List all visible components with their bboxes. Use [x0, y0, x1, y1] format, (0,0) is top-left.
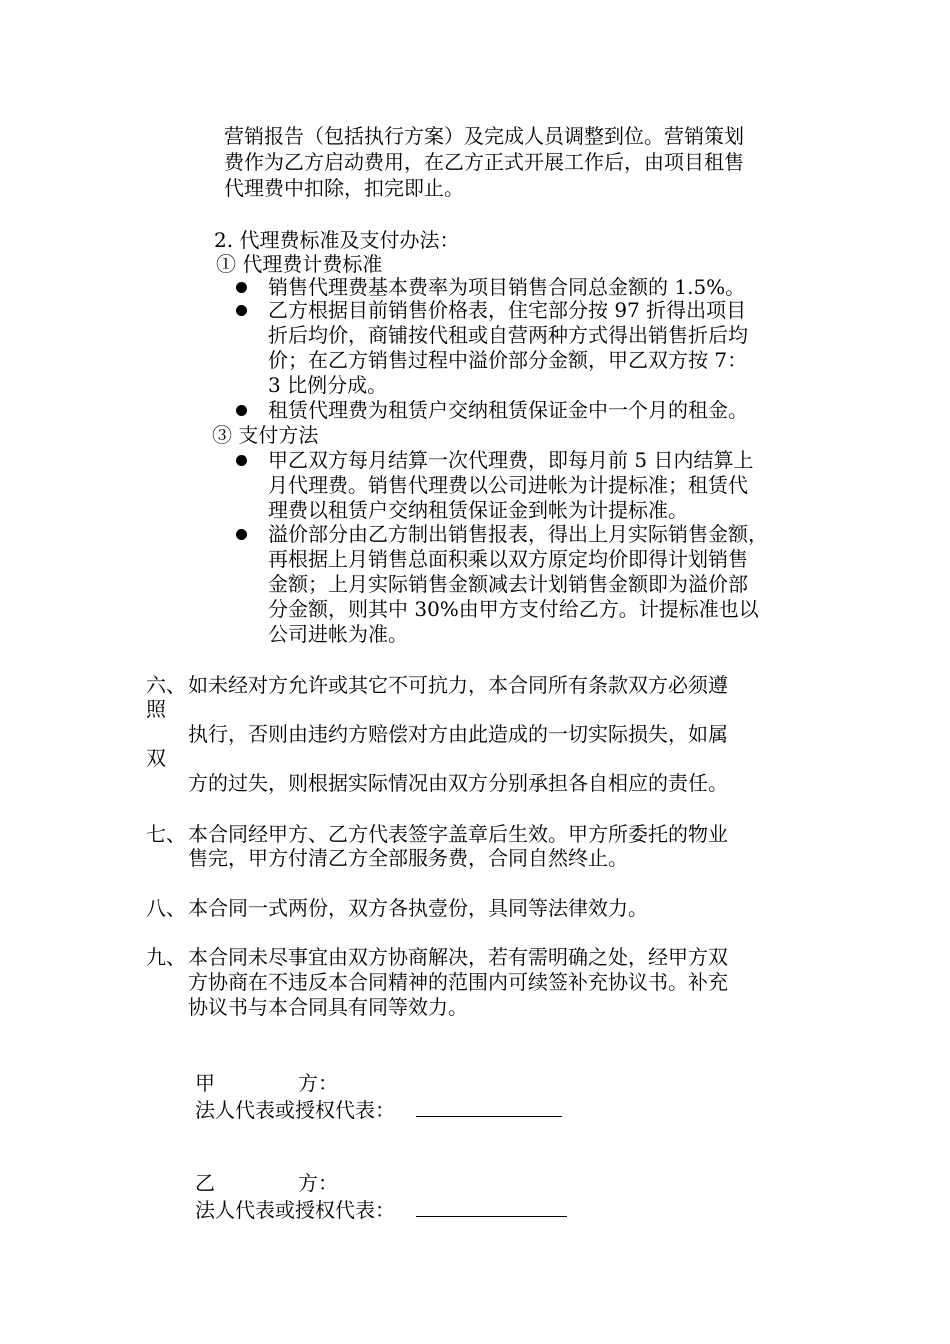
section-9-line: 本合同未尽事宜由双方协商解决，若有需明确之处，经甲方双 — [188, 945, 728, 969]
bullet-line: 月代理费。销售代理费以公司进帐为计提标准；租赁代 — [268, 473, 748, 497]
section-6-line: 执行，否则由违约方赔偿对方由此造成的一切实际损失，如属 — [188, 722, 728, 746]
party-b-label-char2: 方： — [298, 1171, 338, 1195]
bullet-line: 3 比例分成。 — [268, 373, 388, 397]
bullet-line: 折后均价，商铺按代租或自营两种方式得出销售折后均 — [268, 323, 748, 347]
party-b-label-char1: 乙 — [195, 1171, 215, 1195]
party-a-label-char1: 甲 — [195, 1071, 215, 1095]
section-6-line: 如未经对方允许或其它不可抗力，本合同所有条款双方必须遵 — [188, 673, 728, 697]
section-9-number: 九、 — [146, 945, 186, 969]
section-6-wrap: 照 — [146, 697, 166, 721]
party-a-signature-line[interactable] — [416, 1116, 562, 1117]
bullet-line: 分金额，则其中 30%由甲方支付给乙方。计提标准也以 — [268, 597, 759, 621]
bullet-line: 租赁代理费为租赁户交纳租赁保证金中一个月的租金。 — [268, 398, 748, 422]
bullet-icon — [236, 455, 247, 466]
bullet-icon — [236, 305, 247, 316]
section-7-line: 售完，甲方付清乙方全部服务费，合同自然终止。 — [188, 846, 628, 870]
bullet-line: 销售代理费基本费率为项目销售合同总金额的 1.5%。 — [268, 275, 746, 299]
section-9-line: 方协商在不违反本合同精神的范围内可续签补充协议书。补充 — [188, 970, 728, 994]
bullet-line: 金额；上月实际销售金额减去计划销售金额即为溢价部 — [268, 572, 748, 596]
section-9-line: 协议书与本合同具有同等效力。 — [188, 995, 468, 1019]
section-6-line: 方的过失，则根据实际情况由双方分别承担各自相应的责任。 — [188, 771, 728, 795]
bullet-line: 公司进帐为准。 — [268, 622, 408, 646]
item-2-title: 2. 代理费标准及支付办法： — [214, 228, 460, 252]
sub-item-3-title: ③ 支付方法 — [212, 423, 319, 447]
bullet-line: 乙方根据目前销售价格表，住宅部分按 97 折得出项目 — [268, 298, 747, 322]
section-6-wrap: 双 — [146, 746, 166, 770]
party-b-signature-line[interactable] — [416, 1216, 567, 1217]
section-7-number: 七、 — [146, 822, 186, 846]
party-a-rep-label: 法人代表或授权代表： — [195, 1098, 395, 1122]
party-b-rep-label: 法人代表或授权代表： — [195, 1198, 395, 1222]
sub-item-1-title: ① 代理费计费标准 — [216, 252, 383, 276]
bullet-line: 再根据上月销售总面积乘以双方原定均价即得计划销售 — [268, 547, 748, 571]
paragraph-line: 费作为乙方启动费用，在乙方正式开展工作后，由项目租售 — [224, 150, 744, 174]
bullet-line: 甲乙双方每月结算一次代理费，即每月前 5 日内结算上 — [268, 448, 754, 472]
section-6-number: 六、 — [146, 673, 186, 697]
paragraph-line: 营销报告（包括执行方案）及完成人员调整到位。营销策划 — [224, 124, 744, 148]
section-8-line: 本合同一式两份，双方各执壹份，具同等法律效力。 — [188, 896, 648, 920]
bullet-icon — [236, 529, 247, 540]
party-a-label-char2: 方： — [298, 1071, 338, 1095]
bullet-icon — [236, 282, 247, 293]
paragraph-line: 代理费中扣除，扣完即止。 — [224, 176, 464, 200]
section-7-line: 本合同经甲方、乙方代表签字盖章后生效。甲方所委托的物业 — [188, 822, 728, 846]
bullet-line: 理费以租赁户交纳租赁保证金到帐为计提标准。 — [268, 498, 688, 522]
bullet-icon — [236, 405, 247, 416]
section-8-number: 八、 — [146, 896, 186, 920]
bullet-line: 价；在乙方销售过程中溢价部分金额，甲乙双方按 7： — [268, 348, 748, 372]
bullet-line: 溢价部分由乙方制出销售报表，得出上月实际销售金额， — [268, 522, 768, 546]
